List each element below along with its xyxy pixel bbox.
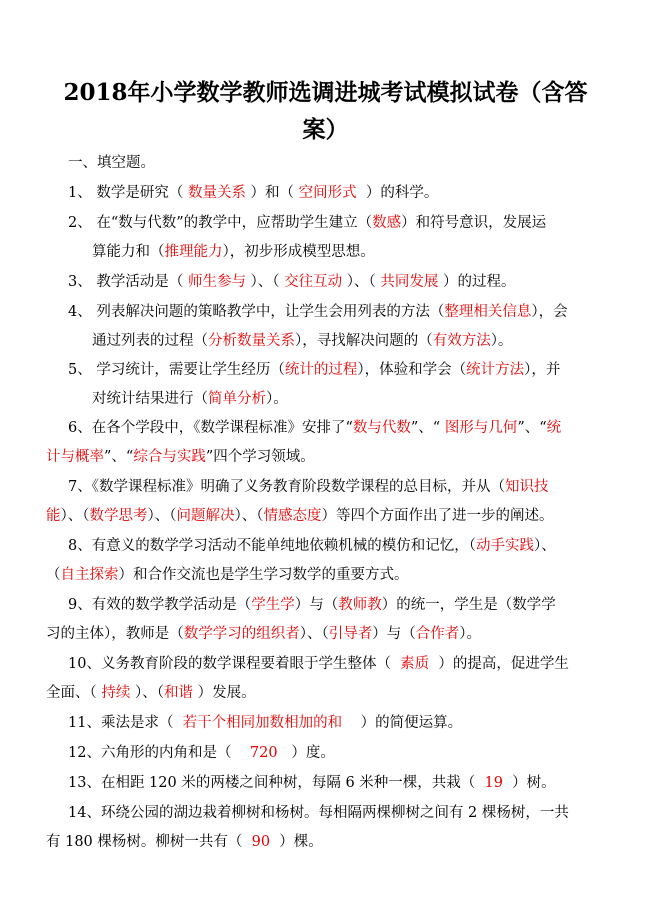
question-line: [46, 833, 323, 851]
answer-text: 情感态度: [263, 508, 322, 524]
question-line: [68, 655, 569, 673]
question-text: ）与（: [372, 626, 416, 642]
answer-text: 分析数量关系: [208, 333, 295, 349]
answer-text: 持续: [101, 685, 131, 701]
question-line: [92, 332, 513, 350]
question-text: ）发展。: [192, 685, 256, 701]
question-text: 11、乘法是求（: [68, 715, 183, 731]
question-text: 通过列表的过程（: [92, 333, 208, 349]
question-line: [92, 390, 288, 408]
answer-text: 自主探索: [60, 567, 119, 583]
answer-text: 整理相关信息: [444, 304, 532, 320]
question-text: ）的简便运算。: [342, 715, 463, 731]
answer-text: 数学思考: [89, 508, 148, 524]
answer-text: 统计的过程: [284, 362, 358, 378]
question-line: [46, 566, 409, 584]
answer-text: 合作者: [415, 626, 460, 642]
answer-text: 问题解决: [176, 508, 235, 524]
question-text: 10、义务教育阶段的数学课程要着眼于学生整体（: [68, 656, 401, 672]
answer-text: 简单分析: [208, 391, 266, 407]
question-text: ），体验和学会（: [357, 362, 467, 378]
question-text: ）和（: [245, 185, 299, 201]
question-text: 13、在相距 120 米的两楼之间种树，每隔 6 米种一棵，共栽（: [68, 775, 485, 791]
answer-text: 共同发展: [380, 274, 439, 290]
answer-text: 能: [46, 508, 61, 524]
question-text: ）的提高，促进学生: [429, 656, 569, 672]
question-text: ）、（: [60, 508, 90, 524]
answer-text: 和谐: [163, 685, 193, 701]
question-line: [68, 273, 516, 291]
question-line: [68, 419, 561, 437]
question-text: 9、有效的数学教学活动是（: [68, 597, 252, 613]
document-title-line-2: 案）: [302, 116, 349, 143]
answer-text: 教师教: [338, 597, 382, 613]
question-text: ），寻找解决问题的（: [295, 333, 433, 349]
question-text: 算能力和（: [92, 244, 165, 260]
question-text: ）和符号意识，发展运: [401, 215, 547, 231]
question-text: ”、“: [104, 449, 134, 465]
question-text: 习的主体），教师是（: [46, 626, 184, 642]
question-text: ）度。: [277, 745, 335, 761]
question-text: 3、 教学活动是（: [68, 274, 188, 290]
answer-text: 交往互动: [284, 274, 343, 290]
answer-text: 若干个相同加数相加的和: [182, 715, 343, 731]
answer-text: 师生参与: [187, 274, 246, 290]
answer-text: 引导者: [328, 626, 373, 642]
question-text: 8、有意义的数学学习活动不能单纯地依赖机械的模仿和记忆，（: [68, 538, 476, 554]
question-text: 5、 学习统计，需要让学生经历（: [68, 362, 285, 378]
question-line: [68, 774, 556, 792]
question-text: 1、 数学是研究（: [68, 185, 188, 201]
question-line: [92, 243, 375, 261]
question-text: ）、（: [299, 626, 329, 642]
question-text: ），会: [531, 304, 568, 320]
answer-text: 素质: [400, 656, 430, 672]
question-text: ）与（: [294, 597, 339, 613]
question-text: 4、 列表解决问题的策略教学中，让学生会用列表的方法（: [68, 304, 445, 320]
question-line: [46, 507, 554, 525]
question-text: ）。: [490, 333, 513, 349]
question-text: ）、（: [342, 274, 381, 290]
question-text: 对统计结果进行（: [92, 391, 208, 407]
question-line: [68, 537, 556, 555]
question-text: 7、《数学课程标准》明确了义务教育阶段数学课程的总目标，并从（: [68, 479, 505, 495]
question-text: 全面、（: [46, 685, 102, 701]
answer-text: 空间形式: [298, 185, 357, 201]
question-line: [68, 361, 560, 379]
question-text: ）、: [533, 538, 556, 554]
question-text: ”四个学习领域。: [205, 449, 315, 465]
answer-text: 数学学习的组织者: [183, 626, 300, 642]
question-line: [68, 214, 546, 232]
answer-text: 推理能力: [164, 244, 223, 260]
answer-text: 图形与几何: [444, 420, 518, 436]
answer-text: 720: [249, 745, 278, 761]
question-line: [68, 804, 569, 822]
question-text: ）的科学。: [356, 185, 439, 201]
question-text: ）。: [459, 626, 481, 642]
answer-text: 知识技: [504, 479, 549, 495]
question-text: 6、在各个学段中，《数学课程标准》安排了“: [68, 420, 353, 436]
question-text: ）。: [266, 391, 288, 407]
question-text: 有 180 棵杨树。柳树一共有（: [46, 834, 252, 850]
answer-text: 90: [251, 834, 271, 850]
question-text: 14、环绕公园的湖边栽着柳树和杨树。每相隔两棵柳树之间有 2 棵杨树，一共: [68, 805, 569, 821]
answer-text: 数感: [372, 215, 402, 231]
question-text: ）的过程。: [438, 274, 516, 290]
question-text: 12、六角形的内角和是（: [68, 745, 250, 761]
answer-text: 有效方法: [432, 333, 491, 349]
answer-text: 统计方法: [466, 362, 525, 378]
question-text: ）和合作交流也是学生学习数学的重要方式。: [118, 567, 409, 583]
answer-text: 动手实践: [475, 538, 534, 554]
answer-text: 数量关系: [187, 185, 246, 201]
question-line: [68, 714, 462, 732]
question-line: [46, 625, 481, 643]
question-text: ”、“: [517, 420, 547, 436]
question-text: ）树。: [502, 775, 556, 791]
question-text: ）、（: [234, 508, 264, 524]
question-line: [68, 478, 548, 496]
section-heading: 一、填空题。: [68, 155, 155, 171]
question-text: ），并: [524, 362, 561, 378]
answer-text: 数与代数: [352, 420, 411, 436]
answer-text: 19: [484, 775, 503, 791]
question-line: [68, 184, 438, 202]
question-text: ）等四个方面作出了进一步的阐述。: [321, 508, 554, 524]
answer-text: 统: [546, 420, 562, 436]
answer-text: 综合与实践: [133, 449, 206, 465]
question-text: ）的统一，学生是（数学学: [381, 597, 556, 613]
question-line: [68, 303, 568, 321]
question-line: [46, 684, 256, 702]
answer-text: 计与概率: [46, 449, 104, 465]
question-text: ”、“: [410, 420, 445, 436]
question-text: （: [46, 567, 61, 583]
answer-text: 学生学: [251, 597, 295, 613]
question-line: [46, 448, 315, 466]
question-line: [68, 744, 335, 762]
question-text: 2、 在“数与代数”的教学中，应帮助学生建立（: [68, 215, 373, 231]
question-text: ）、（: [147, 508, 177, 524]
question-text: ）、（: [245, 274, 285, 290]
question-text: ）、（: [130, 685, 164, 701]
question-text: ）棵。: [270, 834, 323, 850]
question-text: ），初步形成模型思想。: [222, 244, 375, 260]
document-title-line-1: 2018年小学数学教师选调进城考试模拟试卷（含答: [63, 79, 588, 106]
question-line: [68, 596, 556, 614]
